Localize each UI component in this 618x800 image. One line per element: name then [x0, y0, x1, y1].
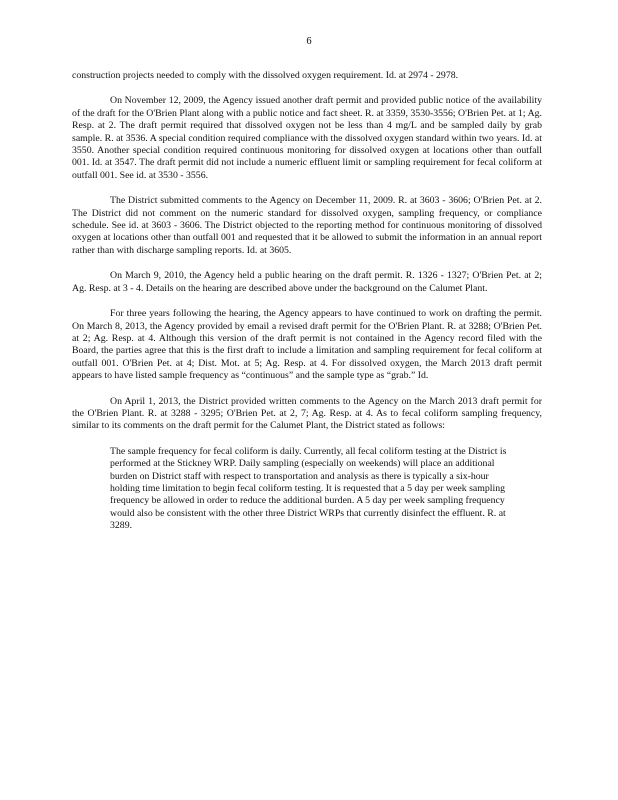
paragraph-march-2013-draft: For three years following the hearing, the Agency appears to have continued to work on drafting the permit. On March 8, 2013, the Agency provided by email a revised draft permit for the O'Brien Plant. R. at 3288; O'Brien Pet. at 2; Ag. Resp. at 4. Although this version of the draft permit is not contained in the Agency record filed with the Board, the parties agree that this is the first draft to include a limitation and sampling requirement for fecal coliform at outfall 001. O'Brien Pet. at 4; Dist. Mot. at 5; Ag. Resp. at 4. For dissolved oxygen, the March 2013 draft permit appears to have listed sample frequency as “continuous” and the sample type as “grab.” Id.	[72, 308, 542, 382]
paragraph-district-comments-2009: The District submitted comments to the Agency on December 11, 2009. R. at 3603 - 3606; O'Brien Pet. at 2. The District did not comment on the numeric standard for dissolved oxygen, sampling frequency, or compliance schedule. See id. at 3603 - 3606. The District objected to the reporting method for continuous monitoring of dissolved oxygen at locations other than outfall 001 and requested that it be allowed to submit the information in an annual report rather than with discharge sampling reports. Id. at 3605.	[72, 195, 542, 256]
paragraph-april-2013-comments: On April 1, 2013, the District provided written comments to the Agency on the March 2013 draft permit for the O'Brien Plant. R. at 3288 - 3295; O'Brien Pet. at 2, 7; Ag. Resp. at 4. As to fecal coliform sampling frequency, similar to its comments on the draft permit for the Calumet Plant, the District stated as follows:	[72, 395, 542, 432]
paragraph-continuation: construction projects needed to comply with the dissolved oxygen requirement. Id. at 2974 - 2978.	[72, 70, 459, 81]
page-number: 6	[306, 36, 312, 47]
block-quote: The sample frequency for fecal coliform is daily. Currently, all fecal coliform testing at the District is performed at the Stickney WRP. Daily sampling (especially on weekends) will place an additional burden on District staff with respect to transportation and analysis as there is typically a six-hour holding time limitation to begin fecal coliform testing. It is requested that a 5 day per week sampling frequency be allowed in order to reduce the additional burden. A 5 day per week sampling frequency would also be consistent with the other three District WRPs that currently disinfect the effluent. R. at 3289.	[110, 445, 507, 532]
paragraph-november-2009-draft: On November 12, 2009, the Agency issued another draft permit and provided public notice of the availability of the draft for the O'Brien Plant along with a public notice and fact sheet. R. at 3359, 3530-3556; O'Brien Pet. at 1; Ag. Resp. at 2. The draft permit required that dissolved oxygen not be less than 4 mg/L and be sampled daily by grab sample. R. at 3536. A special condition required compliance with the dissolved oxygen standard within two years. Id. at 3550. Another special condition required continuous monitoring for dissolved oxygen at locations other than outfall 001. Id. at 3547. The draft permit did not include a numeric effluent limit or sampling requirement for fecal coliform at outfall 001. See id. at 3530 - 3556.	[72, 95, 542, 181]
document-body	[72, 70, 542, 533]
paragraph-march-2010-hearing: On March 9, 2010, the Agency held a public hearing on the draft permit. R. 1326 - 1327; O'Brien Pet. at 2; Ag. Resp. at 3 - 4. Details on the hearing are described above under the background on the Calumet Plant.	[72, 270, 542, 294]
